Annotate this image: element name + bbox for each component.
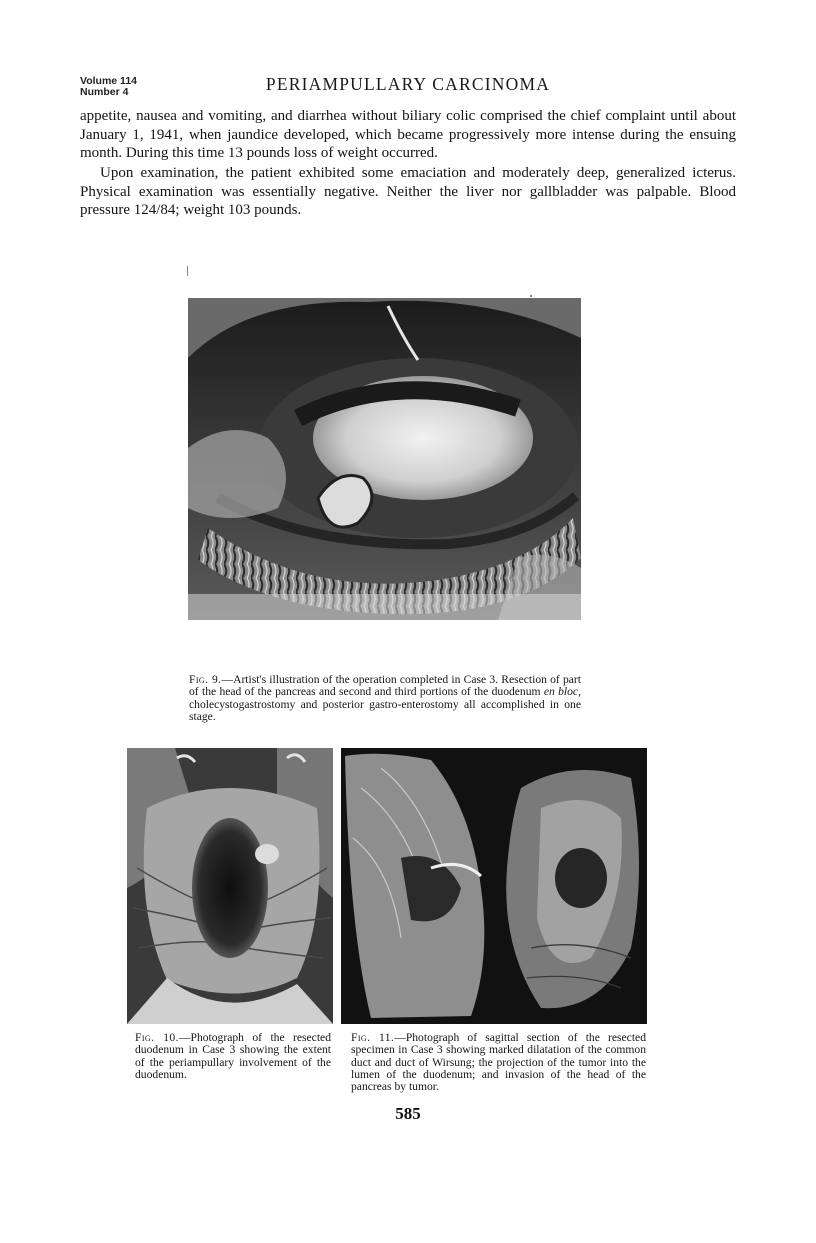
figure-10-label: Fig. 10. (135, 1031, 179, 1044)
running-title: PERIAMPULLARY CARCINOMA (265, 74, 551, 94)
body-paragraph-2: Upon examination, the patient exhibited some emaciation and moderately deep, generalized icterus. Physical examination was essentially negative. Neither the liver nor gallbladder was palpable. Blood pressure 124/84; weight 103 pounds. (80, 165, 736, 219)
figure-10-caption (135, 1032, 331, 1081)
figure-9-caption-text-end: , cholecystogastrostomy and posterior gastro-enterostomy all accomplished in one stage. (189, 685, 581, 723)
figure-9-caption-italic: en bloc (543, 685, 579, 699)
figure-11-caption (351, 1032, 646, 1093)
page-number: 585 (395, 1104, 421, 1123)
figure-11-label: Fig. 11. (351, 1031, 395, 1044)
body-text (80, 107, 736, 222)
operation-illustration (188, 298, 581, 620)
figure-9-caption-text: —Artist's illustration of the operation completed in Case 3. Resection of part of the head of the pancreas and second and third portions of the duodenum (189, 673, 582, 699)
figure-11-caption-text: —Photograph of sagittal section of the resected specimen in Case 3 showing marked dilatation of the common duct and duct of Wirsung; the projection of the tumor into the lumen of the duodenum; and invasion of the head of the pancreas by tumor. (351, 1031, 646, 1094)
figure-11-photograph (341, 748, 647, 1024)
figure-9-illustration (188, 298, 581, 620)
issue-number: Number 4 (80, 86, 129, 98)
figure-9-label: Fig. 9. (189, 673, 222, 686)
duodenum-photograph (127, 748, 333, 1024)
running-head (80, 72, 736, 104)
figure-10-caption-text: —Photograph of the resected duodenum in Case 3 showing the extent of the periampullary involvement of the duodenum. (135, 1031, 331, 1081)
print-mark (187, 266, 188, 276)
figure-10-photograph (127, 748, 333, 1024)
print-mark (530, 295, 532, 297)
figure-9-caption (189, 674, 581, 723)
body-paragraph-1: appetite, nausea and vomiting, and diarrhea without biliary colic comprised the chief complaint until about January 1, 1941, when jaundice developed, which became progressively more intense during the ensuing month. During this time 13 pounds loss of weight occurred. (80, 108, 736, 162)
volume-number: Volume 114 (80, 75, 138, 87)
sagittal-section-photograph (341, 748, 647, 1024)
